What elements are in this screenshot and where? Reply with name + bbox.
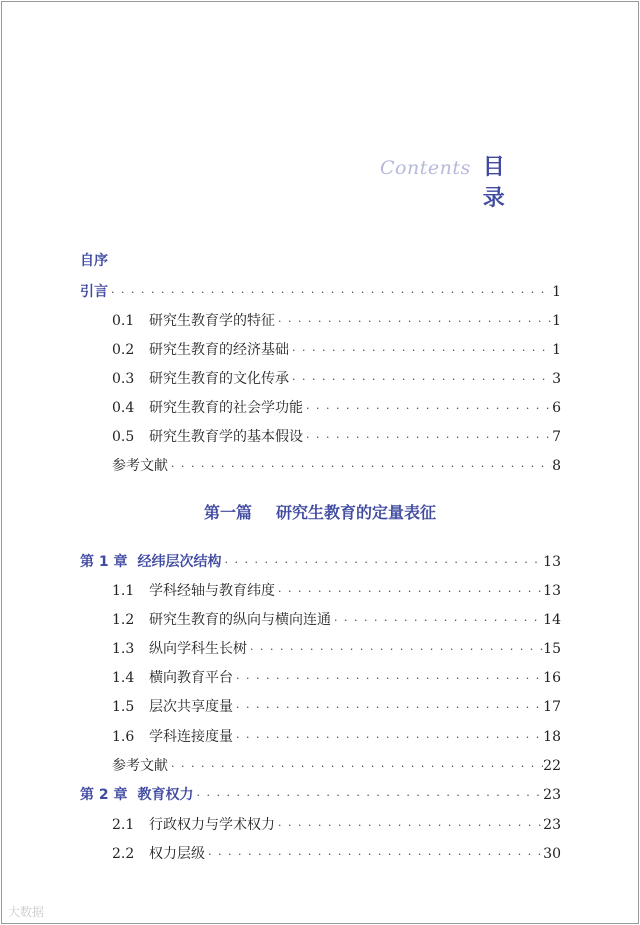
leader-dots [233, 669, 543, 689]
part-heading[interactable] [0, 500, 640, 523]
toc-title-en: Contents [380, 157, 471, 179]
toc-title-zh: 目 录 [482, 155, 607, 211]
toc-section[interactable]: 0.4 研究生教育的社会学功能 · · · 6 [112, 398, 561, 418]
toc-title [380, 150, 640, 212]
leader-dots [194, 786, 544, 806]
leader-dots [168, 757, 543, 777]
toc-section[interactable]: 1.5 层次共享度量 · · · 17 [112, 697, 561, 717]
leader-dots [247, 640, 543, 660]
toc-chapter[interactable]: 第 1 章 经纬层次结构 · · · 13 [80, 552, 561, 572]
toc-preface[interactable]: 自序 [80, 253, 108, 269]
part-label: 第一篇 [203, 503, 252, 522]
leader-dots [303, 428, 552, 448]
watermark: 大数据 [8, 905, 45, 919]
leader-dots [303, 399, 552, 419]
toc-section[interactable]: 1.3 纵向学科生长树 · · · 15 [112, 639, 561, 659]
toc-section[interactable]: 1.4 横向教育平台 · · · 16 [112, 668, 561, 688]
leader-dots [205, 845, 543, 865]
toc-chapter[interactable]: 第 2 章 教育权力 · · · 23 [80, 785, 561, 805]
leader-dots [168, 457, 552, 477]
leader-dots [289, 341, 552, 361]
toc-section[interactable]: 1.2 研究生教育的纵向与横向连通 · · · 14 [112, 610, 561, 630]
leader-dots [222, 553, 544, 573]
leader-dots [275, 582, 543, 602]
leader-dots [331, 611, 543, 631]
leader-dots [233, 698, 543, 718]
toc-references[interactable]: 参考文献 · · · 8 [112, 456, 561, 476]
toc-references[interactable]: 参考文献 · · · 22 [112, 756, 561, 776]
toc-section[interactable]: 1.1 学科经轴与教育纬度 · · · 13 [112, 581, 561, 601]
toc-section[interactable]: 0.3 研究生教育的文化传承 · · · 3 [112, 369, 561, 389]
toc-intro[interactable]: 引言 · · · 1 [80, 282, 561, 302]
toc-section[interactable]: 1.6 学科连接度量 · · · 18 [112, 727, 561, 747]
toc-section[interactable]: 0.1 研究生教育学的特征 · · · 1 [112, 311, 561, 331]
leader-dots [108, 283, 552, 303]
leader-dots [275, 816, 543, 836]
leader-dots [289, 370, 552, 390]
leader-dots [275, 312, 552, 332]
toc-section[interactable]: 2.1 行政权力与学术权力 · · · 23 [112, 815, 561, 835]
toc-section[interactable]: 0.2 研究生教育的经济基础 · · · 1 [112, 340, 561, 360]
toc-section[interactable]: 0.5 研究生教育学的基本假设 · · · 7 [112, 427, 561, 447]
toc-section[interactable]: 2.2 权力层级 · · · 30 [112, 844, 561, 864]
part-title: 研究生教育的定量表征 [276, 503, 437, 522]
leader-dots [233, 728, 543, 748]
